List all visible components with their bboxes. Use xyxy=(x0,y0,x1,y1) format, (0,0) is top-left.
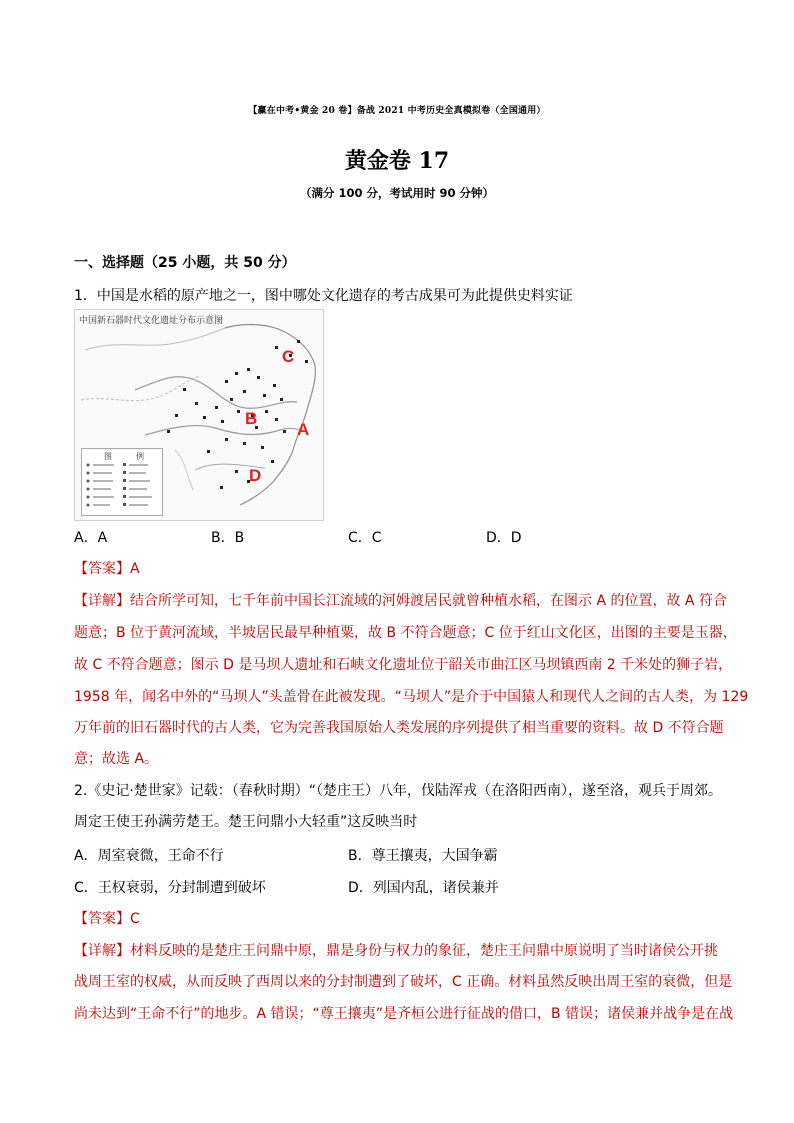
q1-detail-text-1: 结合所学可知，七千年前中国长江流域的河姆渡居民就曾种植水稻，在图示 A 的位置，故 A 符合 xyxy=(130,593,727,609)
q2-option-a[interactable]: A．周室衰微，王命不行 xyxy=(74,848,224,864)
legend-symbols xyxy=(82,449,162,515)
q2-option-b[interactable]: B．尊王攘夷，大国争霸 xyxy=(348,848,498,864)
q2-detail-line-2: 战周王室的权威，从而反映了西周以来的分封制遭到了破坏，C 正确。材料虽然反映出周王室的衰微，但是 xyxy=(74,974,733,990)
map-label-b: B xyxy=(245,409,258,428)
q1-option-c[interactable]: C．C xyxy=(348,530,382,546)
q2-detail-text-1: 材料反映的是楚庄王问鼎中原，鼎是身份与权力的象征，楚庄王问鼎中原说明了当时诸侯公开挑 xyxy=(130,943,718,959)
legend-title-right: 例 xyxy=(136,452,144,461)
q1-detail-tag: 【详解】 xyxy=(74,593,130,609)
neolithic-sites-map xyxy=(74,309,324,521)
map-legend xyxy=(81,448,163,516)
exam-title: 【赢在中考•黄金 20 卷】备战 2021 中考历史全真模拟卷（全国通用） xyxy=(248,106,546,116)
q1-option-a[interactable]: A．A xyxy=(74,530,108,546)
q1-detail-line-4: 1958 年，闻名中外的“马坝人”头盖骨在此被发现。“马坝人”是介于中国猿人和现代人之间的古人类，为 129 xyxy=(74,689,749,705)
q1-detail-line-1 xyxy=(74,590,727,610)
q1-answer xyxy=(74,558,140,578)
q2-detail-line-1 xyxy=(74,940,718,960)
map-label-d: D xyxy=(249,466,262,485)
q2-detail-line-3: 尚未达到“王命不行”的地步。A 错误；“尊王攘夷”是齐桓公进行征战的借口，B 错误；诸侯兼并战争是在战 xyxy=(74,1006,734,1022)
map-title: 中国新石器时代文化遗址分布示意图 xyxy=(79,316,224,326)
q1-detail-line-3: 故 C 不符合题意；图示 D 是马坝人遗址和石峡文化遗址位于韶关市曲江区马坝镇西南 2 千米处的狮子岩， xyxy=(74,657,733,673)
q1-answer-tag: 【答案】 xyxy=(74,561,130,577)
q2-option-d[interactable]: D．列国内乱，诸侯兼并 xyxy=(348,880,499,896)
q2-answer-tag: 【答案】 xyxy=(74,911,130,927)
q2-option-c[interactable]: C．王权衰弱，分封制遭到破坏 xyxy=(74,880,266,896)
q1-option-d[interactable]: D．D xyxy=(486,530,522,546)
question-1-stem: 1．中国是水稻的原产地之一，图中哪处文化遗存的考古成果可为此提供史料实证 xyxy=(74,288,573,304)
q2-answer xyxy=(74,908,140,928)
map-label-a: A xyxy=(297,420,310,439)
question-2-stem-line-1: 2.《史记·楚世家》记载：（春秋时期）“（楚庄王）八年，伐陆浑戎（在洛阳西南），遂至洛，观兵于周郊。 xyxy=(74,783,723,799)
question-2-stem-line-2: 周定王使王孙满劳楚王。楚王问鼎小大轻重”这反映当时 xyxy=(74,814,418,830)
q1-detail-line-5: 万年前的旧石器时代的古人类，它为完善我国原始人类发展的序列提供了相当重要的资料。故 D 不符合题 xyxy=(74,720,724,736)
volume-title: 黄金卷 17 xyxy=(344,148,450,174)
section-heading: 一、选择题（25 小题，共 50 分） xyxy=(74,255,296,271)
q2-detail-tag: 【详解】 xyxy=(74,943,130,959)
q1-answer-value: A xyxy=(130,561,140,577)
legend-title-left: 图 xyxy=(104,452,112,461)
q1-detail-line-2: 题意；B 位于黄河流域，半坡居民最早种植粟，故 B 不符合题意；C 位于红山文化区，出图的主要是玉器， xyxy=(74,625,737,641)
q1-option-b[interactable]: B．B xyxy=(211,530,245,546)
score-time-note: （满分 100 分，考试用时 90 分钟） xyxy=(299,186,495,200)
q1-detail-line-6: 意；故选 A。 xyxy=(74,751,159,767)
q2-answer-value: C xyxy=(130,911,140,927)
map-label-c: C xyxy=(282,347,295,366)
